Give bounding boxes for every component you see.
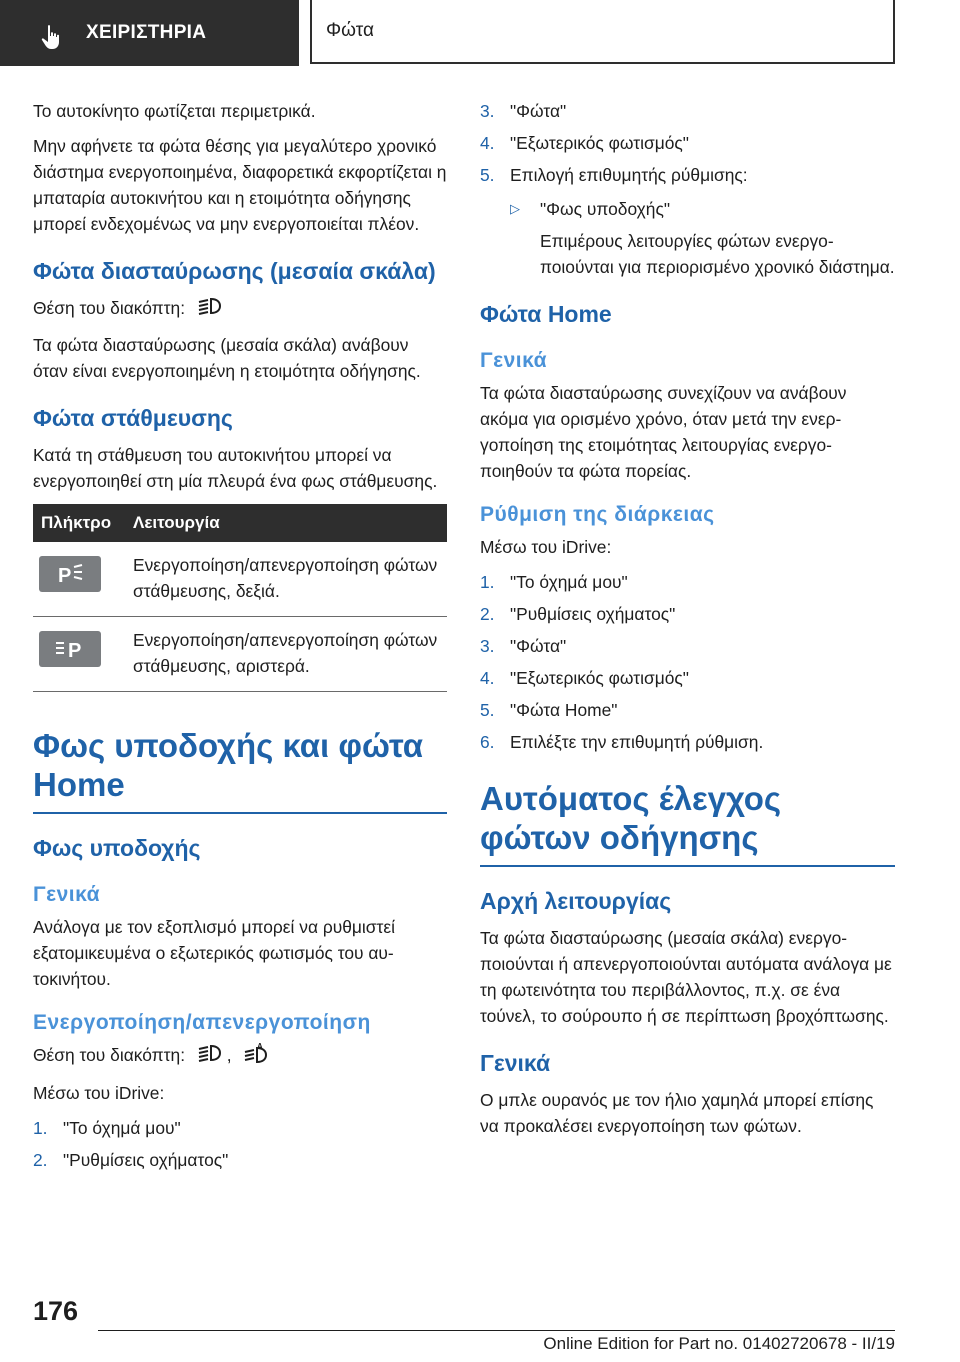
heading-general-2: Γενικά <box>480 1050 551 1076</box>
heading-welcome-home: Φως υποδοχής και φώτα Home <box>33 726 447 814</box>
switch-position-line-2 <box>33 1042 447 1071</box>
list-item <box>480 665 895 691</box>
low-beam-text: Τα φώτα διασταύρωσης (μεσαία σκάλα) ανάβουν όταν είναι ενεργοποιημένη η ετοιμότητα οδήγησης. <box>33 334 421 381</box>
list-item <box>480 98 895 124</box>
step-text: Επιλογή επιθυμητής ρύθμισης: <box>510 165 748 185</box>
list-item <box>480 729 895 755</box>
list-item <box>480 569 895 595</box>
step-number: 3. <box>480 101 495 121</box>
step-number: 4. <box>480 133 495 153</box>
list-item <box>480 130 895 156</box>
intro-text: Το αυτοκίνητο φωτίζεται περιμετρικά. <box>33 101 316 121</box>
table-header-row <box>33 504 447 542</box>
heading-duration: Ρύθμιση της διάρκειας <box>480 503 715 526</box>
heading-general: Γενικά <box>480 349 548 372</box>
section-tab <box>0 0 299 66</box>
step-number: 4. <box>480 668 495 688</box>
page-topic: Φώτα <box>326 20 374 41</box>
step-text: "Εξωτερικός φωτισμός" <box>510 133 689 153</box>
step-number: 5. <box>480 165 495 185</box>
step-number: 2. <box>33 1149 48 1170</box>
heading-auto-headlight: Αυτόματος έλεγχος φώτων οδήγησης <box>480 779 895 867</box>
parking-light-table <box>33 504 447 692</box>
principle-text: Τα φώτα διασταύρωσης (μεσαία σκάλα) ενεργοποιούνται ή απενεργοποιούνται αυτόματα ανάλογα με τη φωτεινότητα του περιβάλλοντος, π.χ. σε ένα τούνελ, το σούρουπο ή σε περίπτωση βροχόπτωσης. <box>480 928 892 1026</box>
steps-list-continued <box>480 98 895 188</box>
heading-parking-lights: Φώτα στάθμευσης <box>33 404 233 431</box>
heading-home-lights: Φώτα Home <box>480 301 612 327</box>
steps-list <box>33 1115 447 1173</box>
home-general-text: Τα φώτα διασταύρωσης συνεχίζουν να ανάβουν ακόμα για ορισμένο χρόνο, όταν μετά την ενεργοποίηση της ετοιμότητας λειτουργίας ενεργοποιηθούν τα φώτα πορείας. <box>480 383 847 481</box>
step-number: 1. <box>33 1117 48 1138</box>
list-item <box>33 1115 447 1141</box>
step-text: Επιλέξτε την επιθυμητή ρύθμιση. <box>510 732 764 752</box>
sub-option <box>480 196 895 222</box>
triangle-bullet-icon: ▷ <box>510 201 520 216</box>
general-2-text: Ο μπλε ουρανός με τον ήλιο χαμηλά μπορεί επίσης να προκαλέσει ενεργοποίηση των φώτων. <box>480 1090 874 1136</box>
right-column <box>480 98 895 1148</box>
step-text: "Φώτα Home" <box>510 700 618 720</box>
parking-light-left-icon <box>39 631 101 667</box>
heading-general: Γενικά <box>33 882 101 906</box>
list-item <box>480 697 895 723</box>
step-number: 5. <box>480 700 495 720</box>
heading-principle: Αρχή λειτουργίας <box>480 888 672 914</box>
key-cell <box>33 542 125 617</box>
low-beam-icon <box>196 1043 222 1070</box>
edition-text: Online Edition for Part no. 01402720678 - II/19 <box>543 1334 895 1353</box>
page-number: 176 <box>33 1296 79 1326</box>
svg-text:A: A <box>257 1041 264 1051</box>
list-item <box>33 1147 447 1173</box>
step-number: 6. <box>480 732 495 752</box>
list-item <box>480 601 895 627</box>
list-item <box>480 633 895 659</box>
function-cell: Ενεργοποίηση/απενεργοποίηση φώτων στάθμευσης, δεξιά. <box>125 542 447 617</box>
switch-position-label: Θέση του διακόπτη: <box>33 1045 186 1065</box>
step-text: "Εξωτερικός φωτισμός" <box>510 668 689 688</box>
heading-activation: Ενεργοποίηση/απενεργοποίηση <box>33 1010 371 1034</box>
table-row <box>33 616 447 691</box>
switch-position-label: Θέση του διακόπτη: <box>33 298 186 318</box>
auto-light-icon <box>242 1042 268 1071</box>
topic-box <box>310 0 895 64</box>
left-column <box>33 98 447 1181</box>
step-number: 1. <box>480 572 495 592</box>
parking-text: Κατά τη στάθμευση του αυτοκινήτου μπορεί να ενεργοποιηθεί στη μία πλευρά ένα φως στάθμευσης. <box>33 444 438 491</box>
step-text: "Το όχημά μου" <box>63 1117 181 1138</box>
via-idrive-label: Μέσω του iDrive: <box>33 1082 165 1103</box>
step-text: "Φώτα" <box>510 636 567 656</box>
section-label: ΧΕΙΡΙΣΤΗΡΙΑ <box>86 22 207 43</box>
step-text: "Ρυθμίσεις οχήματος" <box>63 1149 229 1170</box>
step-text: "Ρυθμίσεις οχήματος" <box>510 604 676 624</box>
page-header <box>0 0 960 66</box>
low-beam-icon <box>196 296 222 323</box>
parking-light-right-icon <box>39 556 101 592</box>
separator: , <box>226 1045 232 1065</box>
function-cell: Ενεργοποίηση/απενεργοποίηση φώτων στάθμευσης, αριστερά. <box>125 616 447 691</box>
step-number: 2. <box>480 604 495 624</box>
heading-low-beam: Φώτα διασταύρωσης (μεσαία σκάλα) <box>33 258 436 284</box>
duration-steps-list <box>480 569 895 755</box>
switch-position-line <box>33 295 447 323</box>
footer-divider <box>98 1330 895 1331</box>
hand-pointer-icon <box>40 24 64 55</box>
svg-text:P: P <box>68 639 82 662</box>
key-cell <box>33 616 125 691</box>
heading-welcome-light: Φως υποδοχής <box>33 834 201 861</box>
step-text: "Φώτα" <box>510 101 567 121</box>
warning-text: Μην αφήνετε τα φώτα θέσης για μεγαλύτερο χρονικό διάστημα ενεργοποιημένα, διαφορετικά εκφορτίζεται η μπαταρία αυτοκινήτου και η ετοιμότητα οδήγησης μπορεί ενδεχομένως να μην ενεργοποιείται πλέον. <box>33 136 447 234</box>
via-idrive-label: Μέσω του iDrive: <box>480 537 612 557</box>
general-text: Ανάλογα με τον εξοπλισμό μπορεί να ρυθμιστεί εξατομικευμένα ο εξωτερικός φωτισμός του αυτοκινήτου. <box>33 916 396 989</box>
svg-text:P: P <box>58 564 72 587</box>
step-text: "Το όχημά μου" <box>510 572 628 592</box>
table-row <box>33 542 447 617</box>
list-item <box>480 162 895 188</box>
column-header-function: Λειτουργία <box>125 504 447 542</box>
sub-option-text: Επιμέρους λειτουργίες φώτων ενεργοποιούνται για περιορισμένο χρονικό διάστημα. <box>540 231 895 277</box>
step-number: 3. <box>480 636 495 656</box>
sub-option-label: "Φως υποδοχής" <box>540 199 671 219</box>
column-header-key: Πλήκτρο <box>33 504 125 542</box>
